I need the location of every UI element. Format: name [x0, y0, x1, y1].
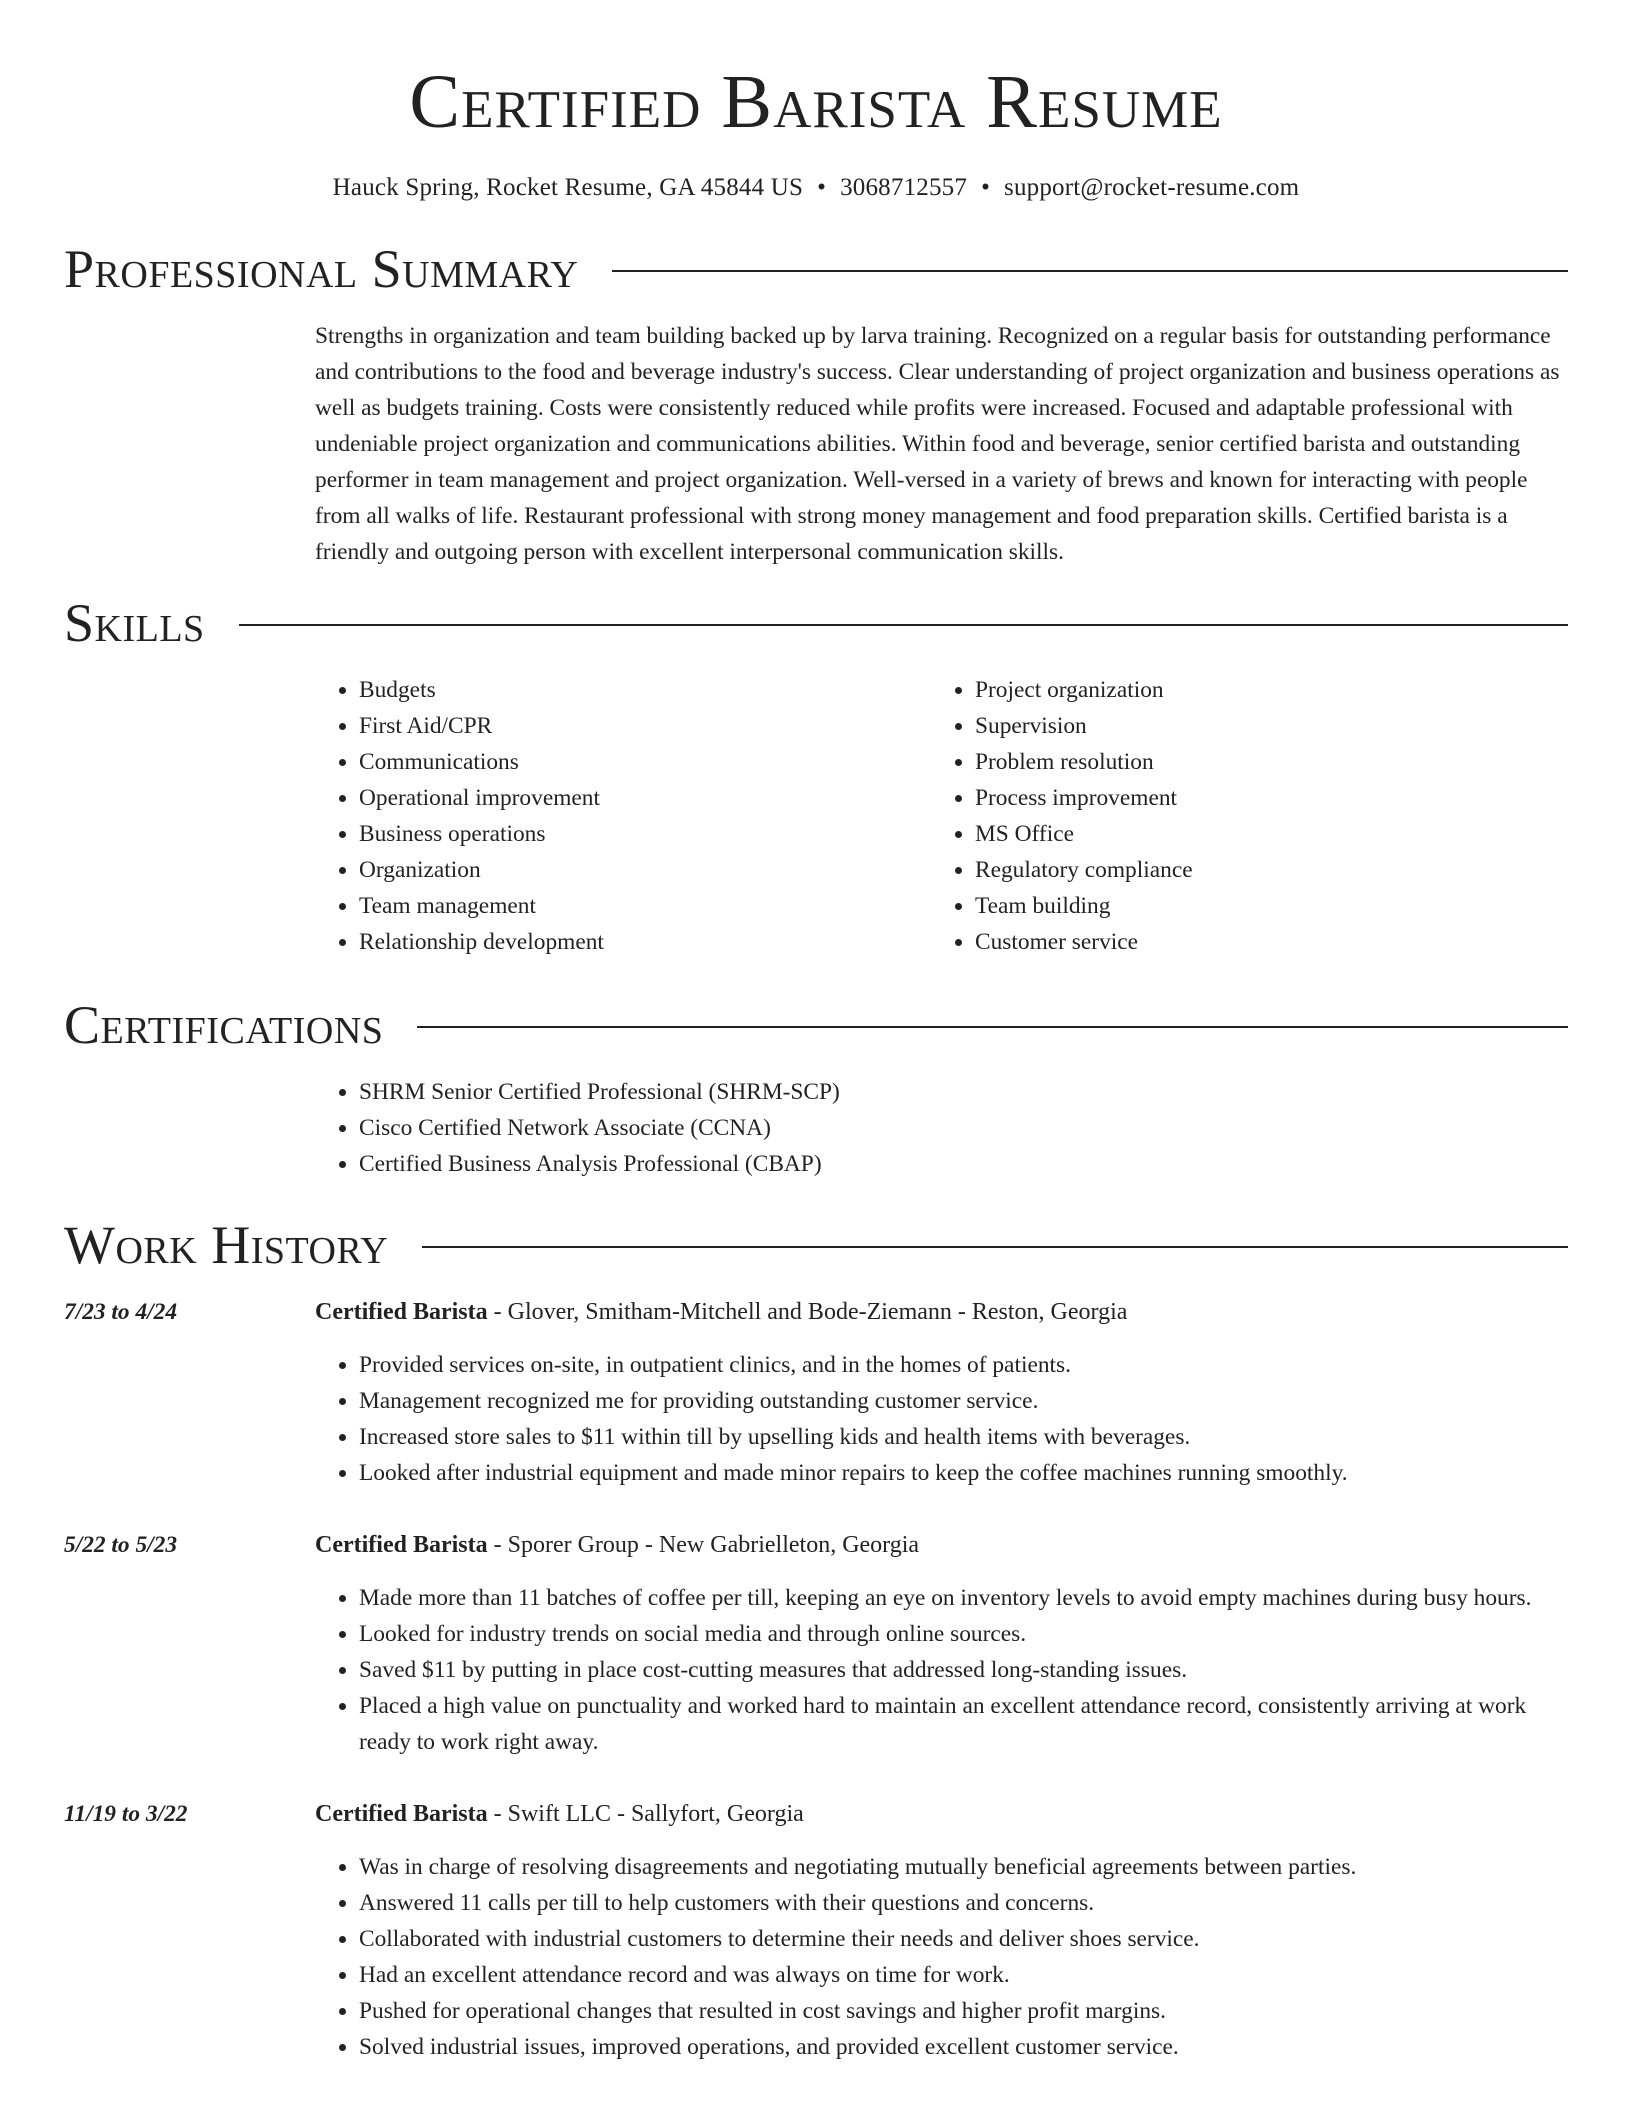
- contact-separator: •: [817, 174, 827, 201]
- job-body: [315, 1527, 1568, 1760]
- job-bullet: • Answered 11 calls per till to help customers with their questions and concerns.: [359, 1885, 1568, 1921]
- section-divider: [422, 1246, 1568, 1248]
- certifications-list: [315, 1074, 1568, 1182]
- job-bullet: • Made more than 11 batches of coffee per till, keeping an eye on inventory levels to avoid empty machines during busy hours.: [359, 1580, 1568, 1616]
- job-bullet: • Saved $11 by putting in place cost-cutting measures that addressed long-standing issues.: [359, 1652, 1568, 1688]
- certification-item: • Cisco Certified Network Associate (CCNA): [359, 1110, 1568, 1146]
- skills-section-header: [64, 593, 1568, 653]
- certifications-heading: Certifications: [64, 995, 384, 1055]
- skill-item: • Project organization: [975, 672, 1547, 708]
- job-dates: 7/23 to 4/24: [64, 1299, 178, 1325]
- skill-item: • Customer service: [975, 924, 1547, 960]
- job-heading: [315, 1796, 1568, 1832]
- resume-page: [64, 0, 1568, 2065]
- job-heading: [315, 1527, 1568, 1563]
- job-bullets: [315, 1849, 1568, 2065]
- skill-item: • Team building: [975, 888, 1547, 924]
- skill-item: • Organization: [359, 852, 931, 888]
- skills-column-right: [931, 672, 1547, 960]
- job-entry: [64, 1294, 1568, 1491]
- contact-phone: 3068712557: [840, 174, 968, 201]
- resume-title: Certified Barista Resume: [409, 60, 1223, 144]
- job-bullet: • Was in charge of resolving disagreements and negotiating mutually beneficial agreements between parties.: [359, 1849, 1568, 1885]
- job-employer-location: - Sporer Group - New Gabrielleton, Georgia: [487, 1532, 920, 1558]
- job-bullet: • Looked for industry trends on social media and through online sources.: [359, 1616, 1568, 1652]
- job-dates: 11/19 to 3/22: [64, 1801, 188, 1827]
- work-history-list: [64, 1294, 1568, 2065]
- section-divider: [417, 1026, 1568, 1028]
- job-bullet: • Provided services on-site, in outpatient clinics, and in the homes of patients.: [359, 1347, 1568, 1383]
- job-employer-location: - Swift LLC - Sallyfort, Georgia: [487, 1801, 804, 1827]
- summary-section-header: [64, 239, 1568, 299]
- job-bullet: • Had an excellent attendance record and was always on time for work.: [359, 1957, 1568, 1993]
- skill-item: • Communications: [359, 744, 931, 780]
- job-entry: [64, 1527, 1568, 1760]
- skill-item: • Team management: [359, 888, 931, 924]
- skill-item: • Relationship development: [359, 924, 931, 960]
- skill-item: • Budgets: [359, 672, 931, 708]
- job-bullets: [315, 1347, 1568, 1491]
- job-title: Certified Barista: [315, 1801, 488, 1827]
- contact-email[interactable]: support@rocket-resume.com: [1004, 174, 1300, 201]
- work-history-section-header: [64, 1215, 1568, 1275]
- job-bullet: • Looked after industrial equipment and made minor repairs to keep the coffee machines running smoothly.: [359, 1455, 1568, 1491]
- skill-item: • Supervision: [975, 708, 1547, 744]
- skill-item: • Process improvement: [975, 780, 1547, 816]
- skill-item: • Business operations: [359, 816, 931, 852]
- skill-item: • Problem resolution: [975, 744, 1547, 780]
- skill-item: • MS Office: [975, 816, 1547, 852]
- job-title: Certified Barista: [315, 1532, 488, 1558]
- contact-separator: •: [981, 174, 991, 201]
- skills-heading: Skills: [64, 593, 205, 653]
- certification-item: • Certified Business Analysis Professional (CBAP): [359, 1146, 1568, 1182]
- job-bullet: • Management recognized me for providing outstanding customer service.: [359, 1383, 1568, 1419]
- section-divider: [239, 624, 1568, 626]
- job-dates: 5/22 to 5/23: [64, 1532, 178, 1558]
- summary-text: Strengths in organization and team building backed up by larva training. Recognized on a regular basis for outstanding performance and contributions to the food and beverage industry's success. Clear understanding of project organization and business operations as well as budgets training. Costs were consistently reduced while profits were increased. Focused and adaptable professional with undeniable project organization and communications abilities. Within food and beverage, senior certified barista and outstanding performer in team management and project organization. Well-versed in a variety of brews and known for interacting with people from all walks of life. Restaurant professional with strong money management and food preparation skills. Certified barista is a friendly and outgoing person with excellent interpersonal communication skills.: [315, 323, 1560, 565]
- job-bullet: • Pushed for operational changes that resulted in cost savings and higher profit margins.: [359, 1993, 1568, 2029]
- job-bullet: • Increased store sales to $11 within till by upselling kids and health items with beverages.: [359, 1419, 1568, 1455]
- skills-list: [315, 672, 1568, 960]
- skill-item: • Operational improvement: [359, 780, 931, 816]
- certifications-section-header: [64, 995, 1568, 1055]
- section-divider: [612, 270, 1568, 272]
- job-employer-location: - Glover, Smitham-Mitchell and Bode-Ziemann - Reston, Georgia: [487, 1299, 1128, 1325]
- job-entry: [64, 1796, 1568, 2065]
- skill-item: • First Aid/CPR: [359, 708, 931, 744]
- skills-column-left: [315, 672, 931, 960]
- skill-item: • Regulatory compliance: [975, 852, 1547, 888]
- job-body: [315, 1294, 1568, 1491]
- summary-heading: Professional Summary: [64, 239, 579, 299]
- job-bullets: [315, 1580, 1568, 1760]
- job-title: Certified Barista: [315, 1299, 488, 1325]
- contact-address: Hauck Spring, Rocket Resume, GA 45844 US: [332, 174, 804, 201]
- work-history-heading: Work History: [64, 1215, 389, 1275]
- job-heading: [315, 1294, 1568, 1330]
- contact-line: [64, 174, 1568, 202]
- job-bullet: • Placed a high value on punctuality and worked hard to maintain an excellent attendance record, consistently arriving at work ready to work right away.: [359, 1688, 1568, 1760]
- job-bullet: • Solved industrial issues, improved operations, and provided excellent customer service.: [359, 2029, 1568, 2065]
- job-bullet: • Collaborated with industrial customers to determine their needs and deliver shoes service.: [359, 1921, 1568, 1957]
- job-body: [315, 1796, 1568, 2065]
- certification-item: • SHRM Senior Certified Professional (SHRM-SCP): [359, 1074, 1568, 1110]
